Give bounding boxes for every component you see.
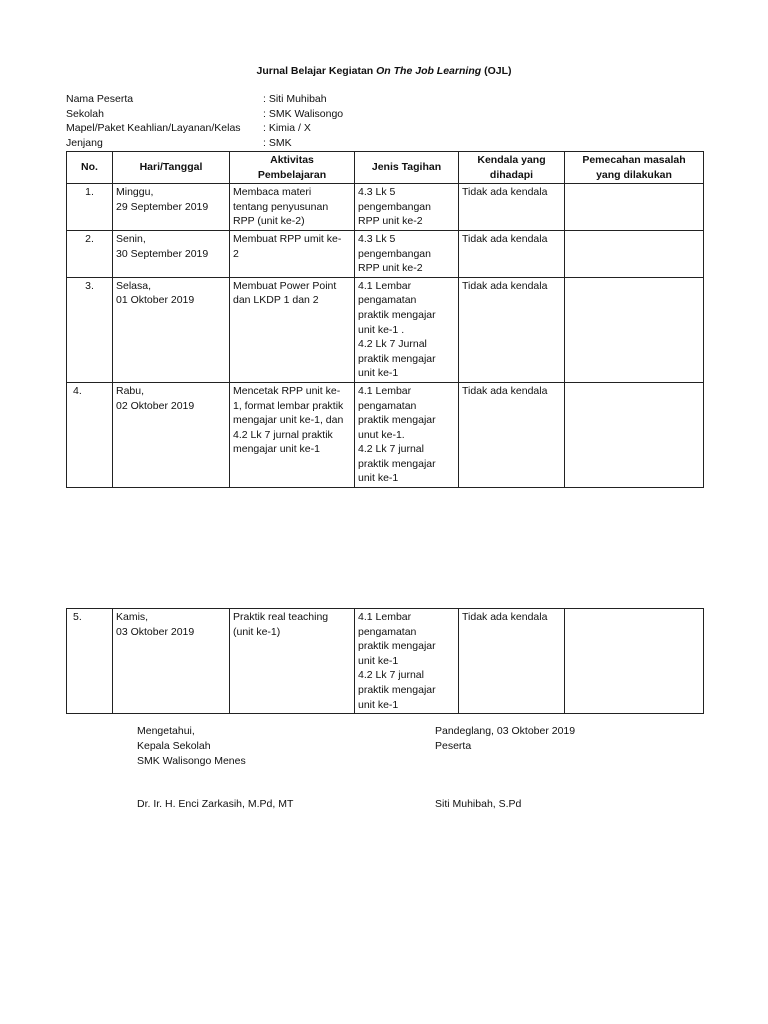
header-aktivitas: Aktivitas Pembelajaran	[230, 152, 355, 184]
sig-left-line1: Mengetahui,	[137, 725, 195, 737]
header-kendala: Kendala yang dihadapi	[459, 152, 565, 184]
sig-left-line2: Kepala Sekolah	[137, 740, 211, 752]
sig-right-line1: Pandeglang, 03 Oktober 2019	[435, 725, 576, 737]
signature-right-block	[435, 724, 575, 754]
header-tagihan: Jenis Tagihan	[355, 152, 459, 184]
table-row: 4. Rabu, 02 Oktober 2019 Mencetak RPP unit ke- 1, format lembar praktik mengajar unit ke-1, dan 4.2 Lk 7 jurnal praktik mengajar unit ke-1 4.1 Lembar pengamatan praktik mengajar unut ke-1. 4.2 Lk 7 jurnal praktik mengajar unit ke-1 Tidak ada kendala	[67, 382, 704, 487]
journal-table-page1	[66, 151, 704, 488]
table-row: 2. Senin, 30 September 2019 Membuat RPP umit ke- 2 4.3 Lk 5 pengembangan RPP unit ke-2 Tidak ada kendala	[67, 230, 704, 277]
participant-info	[66, 92, 343, 150]
header-tanggal: Hari/Tanggal	[113, 152, 230, 184]
table-header-row	[67, 152, 704, 184]
document-title: Jurnal Belajar Kegiatan On The Job Learning (OJL)	[256, 65, 512, 77]
journal-table-page2	[66, 608, 704, 714]
signature-left-block	[137, 724, 246, 769]
info-row-sekolah: Sekolah : SMK Walisongo	[66, 107, 344, 120]
table-row: 5. Kamis, 03 Oktober 2019 Praktik real teaching (unit ke-1) 4.1 Lembar pengamatan praktik mengajar unit ke-1 4.2 Lk 7 jurnal praktik mengajar unit ke-1 Tidak ada kendala	[67, 609, 704, 714]
info-row-mapel: Mapel/Paket Keahlian/Layanan/Kelas : Kimia / X	[66, 122, 311, 134]
table-row: 3. Selasa, 01 Oktober 2019 Membuat Power Point dan LKDP 1 dan 2 4.1 Lembar pengamatan praktik mengajar unit ke-1 . 4.2 Lk 7 Jurnal praktik mengajar unit ke-1 Tidak ada kendala	[67, 277, 704, 382]
info-row-nama: Nama Peserta : Siti Muhibah	[66, 93, 327, 105]
sig-left-line3: SMK Walisongo Menes	[137, 755, 246, 767]
sig-right-line2: Peserta	[435, 740, 472, 752]
signature-right-name: Siti Muhibah, S.Pd	[435, 798, 522, 810]
info-row-jenjang: Jenjang : SMK	[66, 136, 292, 149]
table-row: 1. Minggu, 29 September 2019 Membaca materi tentang penyusunan RPP (unit ke-2) 4.3 Lk 5 pengembangan RPP unit ke-2 Tidak ada kendala	[67, 184, 704, 231]
header-pemecahan: Pemecahan masalah yang dilakukan	[565, 152, 704, 184]
header-no: No.	[67, 152, 113, 184]
signature-left-name: Dr. Ir. H. Enci Zarkasih, M.Pd, MT	[137, 798, 294, 810]
